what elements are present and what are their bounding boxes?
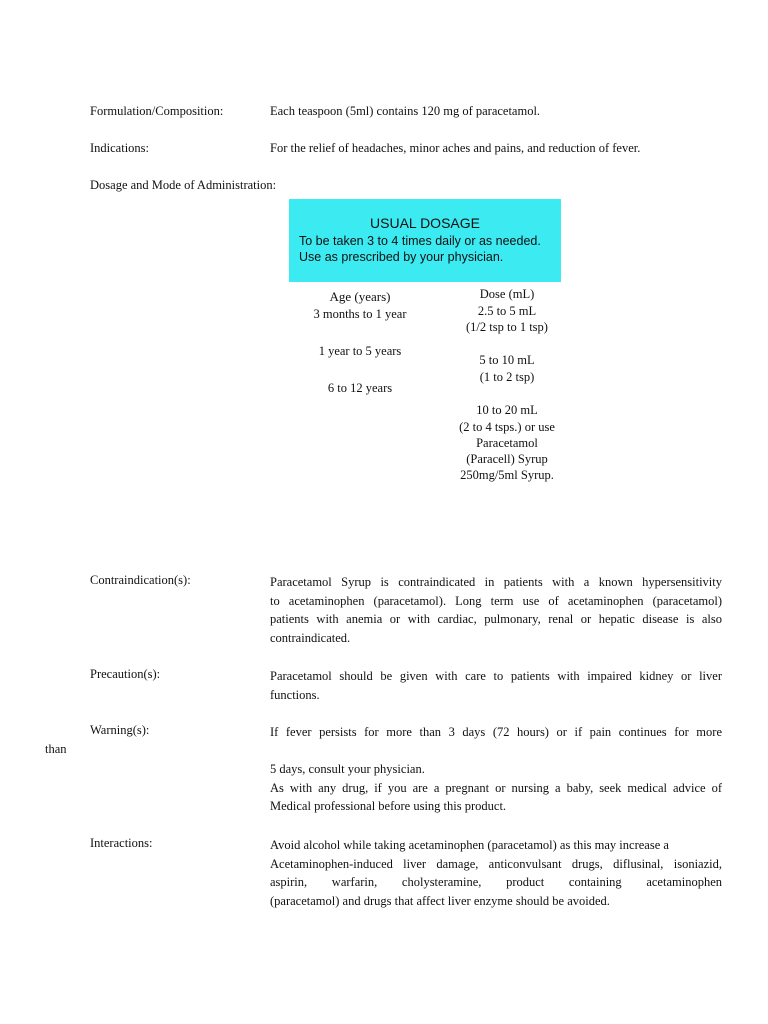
dose-row-3-tsp: (2 to 4 tsps.) or use — [459, 420, 555, 434]
warnings-overflow-word: than — [45, 742, 67, 756]
contraindications-line: contraindicated. — [270, 630, 351, 645]
interactions-label: Interactions: — [90, 836, 153, 850]
formulation-label: Formulation/Composition: — [90, 104, 224, 118]
interactions-line: Avoid alcohol while taking acetaminophen (paracetamol) as this may increase a — [270, 838, 669, 852]
precautions-label: Precaution(s): — [90, 667, 161, 681]
contraindications-line: Paracetamol Syrup is contraindicated in patients with a known hypersensitivity — [270, 575, 722, 589]
interactions-line: Acetaminophen-induced liver damage, anticonvulsant drugs, diflusinal, isoniazid, — [270, 856, 722, 871]
warnings-line: As with any drug, if you are a pregnant or nursing a baby, seek medical advice of — [270, 780, 722, 795]
warnings-line: 5 days, consult your physician. — [270, 762, 425, 776]
dose-row-2-tsp: (1 to 2 tsp) — [479, 370, 535, 384]
dose-row-2-amount: 5 to 10 mL — [479, 353, 535, 367]
dose-row-1-amount: 2.5 to 5 mL — [477, 304, 537, 318]
dosage-heading: Dosage and Mode of Administration: — [90, 178, 277, 192]
warnings-label: Warning(s): — [90, 723, 150, 737]
indications-label: Indications: — [90, 141, 150, 155]
contraindications-line: to acetaminophen (paracetamol). Long term use of acetaminophen (paracetamol) — [270, 593, 722, 608]
age-row-3: 6 to 12 years — [327, 381, 393, 395]
dose-header: Dose (mL) — [479, 287, 535, 301]
dose-row-3-alt-3: 250mg/5ml Syrup. — [460, 468, 554, 482]
contraindications-label: Contraindication(s): — [90, 573, 191, 587]
formulation-value: Each teaspoon (5ml) contains 120 mg of paracetamol. — [270, 104, 541, 118]
dose-row-3-alt-1: Paracetamol — [476, 436, 538, 450]
usual-dosage-line1: To be taken 3 to 4 times daily or as needed. — [299, 234, 541, 248]
indications-value: For the relief of headaches, minor aches and pains, and reduction of fever. — [270, 141, 641, 155]
warnings-line: If fever persists for more than 3 days (72 hours) or if pain continues for more — [270, 725, 722, 739]
contraindications-text — [270, 573, 722, 647]
precautions-line: Paracetamol should be given with care to patients with impaired kidney or liver — [270, 669, 722, 683]
age-row-2: 1 year to 5 years — [318, 344, 402, 358]
age-header: Age (years) — [329, 289, 391, 304]
usual-dosage-line2: Use as prescribed by your physician. — [299, 250, 504, 264]
contraindications-line: patients with anemia or with cardiac, pulmonary, renal or hepatic disease is also — [270, 612, 722, 626]
dose-row-1-tsp: (1/2 tsp to 1 tsp) — [466, 320, 548, 334]
warnings-text — [270, 760, 722, 816]
precautions-text — [270, 667, 722, 704]
interactions-line: aspirin, warfarin, cholysteramine, product containing acetaminophen — [270, 875, 722, 889]
warnings-line-1 — [270, 723, 722, 742]
warnings-line: Medical professional before using this product. — [270, 799, 507, 813]
dose-row-3-alt-2: (Paracell) Syrup — [466, 452, 548, 466]
usual-dosage-title: USUAL DOSAGE — [370, 215, 480, 231]
dose-row-3-amount: 10 to 20 mL — [476, 403, 538, 417]
age-row-1: 3 months to 1 year — [313, 307, 407, 321]
interactions-text — [270, 836, 722, 910]
precautions-line: functions. — [270, 687, 320, 702]
interactions-line: (paracetamol) and drugs that affect liver enzyme should be avoided. — [270, 893, 610, 908]
usual-dosage-box — [289, 199, 561, 282]
